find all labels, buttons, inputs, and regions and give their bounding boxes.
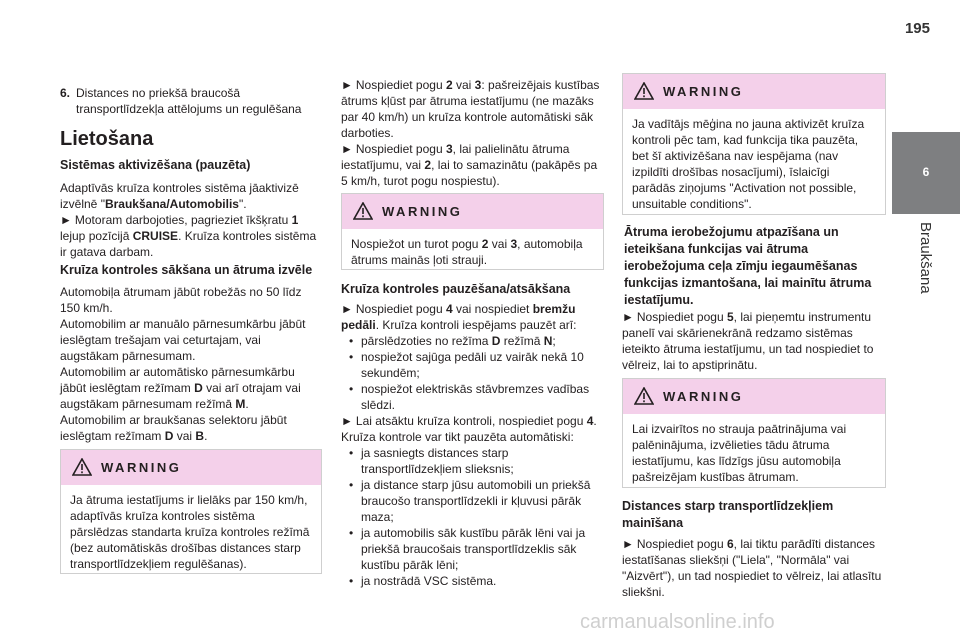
arrow-icon: ► xyxy=(341,78,353,92)
warning-box xyxy=(341,193,604,270)
paragraph: ► Nospiediet pogu 5, lai pieņemtu instrumentu panelī vai skārienekrānā redzamo sistēmas ieteikto ātruma iestatījumu, un tad nospiediet to vēlreiz, lai to apstiprinātu. xyxy=(622,310,874,372)
arrow-icon: ► xyxy=(622,310,634,324)
warning-title: WARNING xyxy=(663,84,744,99)
warning-header xyxy=(61,450,321,485)
warning-triangle-icon xyxy=(634,82,654,100)
warning-triangle-icon xyxy=(634,387,654,405)
list-item: • ja distance starp jūsu automobili un priekšā braucošo transportlīdzekli ir kļuvusi pārāk maza; xyxy=(341,477,604,525)
warning-box xyxy=(622,73,886,215)
page-number: 195 xyxy=(904,20,930,37)
warning-triangle-icon xyxy=(72,458,92,476)
item-number: 6. xyxy=(60,86,71,100)
list-item: • ja automobilis sāk kustību pārāk lēni vai ja priekšā braucošais transportlīdzeklis sāk kustību pārāk lēni; xyxy=(341,525,604,573)
subsection-title: Kruīza kontroles pauzēšana/atsākšana xyxy=(341,282,571,296)
warning-header xyxy=(342,194,603,229)
list-item: • ja sasniegts distances starp transportlīdzekļiem slieksnis; xyxy=(341,445,604,477)
warning-text: Ja vadītājs mēģina no jauna aktivizēt kruīza kontroli pēc tam, kad funkcija tika pauzēta, bet šī aktivizēšana nav iespējama (nav izpildīti drošības nosacījumi), īslaicīgi parādās ziņojums "Activation not possible, unsuitable conditions". xyxy=(632,117,865,211)
list-item: • ja nostrādā VSC sistēma. xyxy=(341,573,604,589)
arrow-icon: ► xyxy=(60,213,72,227)
paragraph: Adaptīvās kruīza kontroles sistēma jāaktivizē izvēlnē "Braukšana/Automobilis". ► Motoram darbojoties, pagrieziet īkšķratu 1 lejup pozīcijā CRUISE. Kruīza kontroles sistēma ir gatava darbam. xyxy=(60,181,317,259)
warning-header xyxy=(623,379,885,414)
arrow-icon: ► xyxy=(341,414,353,428)
list-item-6 xyxy=(60,85,322,119)
paragraph: ► Nospiediet pogu 4 vai nospiediet bremžu pedāli. Kruīza kontroli iespējams pauzēt arī: • pārslēdzoties no režīma D režīmā N; • nospiežot sajūga pedāli uz vairāk nekā 10 sekundēm; • nospiežot elektriskās stāvbremzes vadības slēdzi. ► Lai atsāktu kruīza kontroli, nospiediet pogu 4. Kruīza kontrole var tikt pauzēta automātiski: • ja sasniegts distances starp transportlīdzekļiem slieksnis; • ja distance starp jūsu automobili un priekšā braucošo transportlīdzekli ir kļuvusi pārāk maza; • ja automobilis sāk kustību pārāk lēni vai ja priekšā braucošais transportlīdzeklis sāk kustību pārāk lēni; • ja nostrādā VSC sistēma. xyxy=(341,301,604,589)
warning-title: WARNING xyxy=(663,389,744,404)
subsection-title: Sistēmas aktivizēšana (pauzēta) xyxy=(60,158,251,172)
warning-header xyxy=(623,74,885,109)
bullet-list xyxy=(341,445,604,589)
warning-triangle-icon xyxy=(353,202,373,220)
warning-text: Lai izvairītos no strauja paātrinājuma vai palēninājuma, izvēlieties tādu ātruma iestatījumu, kas līdzīgs jūsu automobiļa pašreizējam kustības ātrumam. xyxy=(632,422,847,484)
paragraph: ► Nospiediet pogu 2 vai 3: pašreizējais kustības ātrums kļūst par ātruma iestatījumu (ne mazāks par 40 km/h) un kruīza kontrole automātiski sāk darboties. ► Nospiediet pogu 3, lai palielinātu ātruma iestatījumu, vai 2, lai to samazinātu (pakāpēs pa 5 km/h, turot pogu nospiestu). xyxy=(341,78,600,188)
subsection-title: Distances starp transportlīdzekļiem mainīšana xyxy=(622,499,834,530)
chapter-label-text: Braukšana xyxy=(917,222,934,294)
list-item: • nospiežot elektriskās stāvbremzes vadības slēdzi. xyxy=(341,381,604,413)
section-title: Lietošana xyxy=(60,128,154,150)
list-item: • nospiežot sajūga pedāli uz vairāk nekā 10 sekundēm; xyxy=(341,349,604,381)
warning-text: Nospiežot un turot pogu 2 vai 3, automobiļa ātrums mainās ļoti strauji. xyxy=(351,237,583,267)
bullet-list xyxy=(341,333,604,413)
chapter-tab[interactable] xyxy=(892,132,960,214)
warning-box xyxy=(622,378,886,488)
paragraph: ► Nospiediet pogu 6, lai tiktu parādīti distances iestatīšanas sliekšņi ("Liela", "Normāla" vai "Aizvērt"), un tad nospiediet to vēlreiz, lai atlasītu sliekšni. xyxy=(622,537,882,599)
chapter-label xyxy=(900,222,952,332)
warning-box xyxy=(60,449,322,574)
arrow-icon: ► xyxy=(341,142,353,156)
warning-text: Ja ātruma iestatījums ir lielāks par 150 km/h, adaptīvās kruīza kontroles sistēma pārslēdzas standarta kruīza kontroles režīmā (bez automātiskās drošības distances starp transportlīdzekļiem regulēšanas). xyxy=(70,493,310,571)
warning-title: WARNING xyxy=(382,204,463,219)
item-text: Distances no priekšā braucošā transportlīdzekļa attēlojums un regulēšana xyxy=(76,86,302,116)
arrow-icon: ► xyxy=(622,537,634,551)
warning-title: WARNING xyxy=(101,460,182,475)
paragraph: Automobiļa ātrumam jābūt robežās no 50 līdz 150 km/h. Automobilim ar manuālo pārnesumkārbu jābūt ieslēgtam trešajam vai ceturtajam, vai augstākam pārnesumam. Automobilim ar automātisko pārnesumkārbu jābūt ieslēgtam režīmam D vai arī otrajam vai augstākam pārnesumam režīmā M. Automobilim ar braukšanas selektoru jābūt ieslēgtam režīmam D vai B. xyxy=(60,285,306,443)
subsection-title: Kruīza kontroles sākšana un ātruma izvēle xyxy=(60,263,313,277)
chapter-number: 6 xyxy=(922,165,930,179)
watermark: carmanualsonline.info xyxy=(580,611,775,633)
arrow-icon: ► xyxy=(341,302,353,316)
subsection-title: Ātruma ierobežojumu atpazīšana un ieteikšana funkcijas vai ātruma ierobežojuma ceļa zīmju iegaumēšanas funkcijas izmantošana, lai mainītu ātruma iestatījumu. xyxy=(624,225,872,307)
list-item: • pārslēdzoties no režīma D režīmā N; xyxy=(341,333,604,349)
